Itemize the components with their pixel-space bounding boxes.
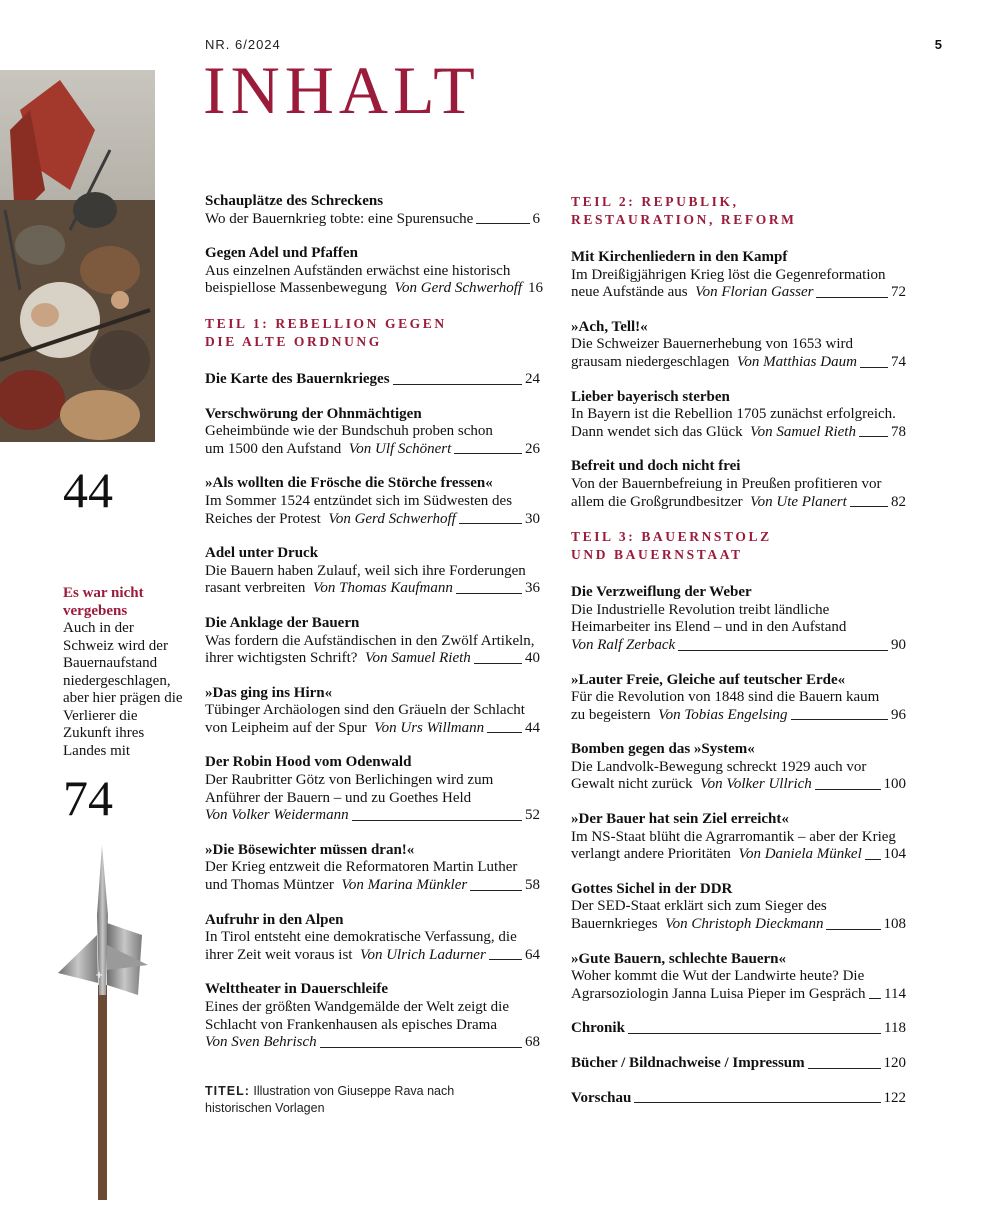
page-title: INHALT: [203, 52, 480, 128]
toc-entry-page: 30: [525, 510, 540, 527]
toc-entry-teaser: Heimarbeiter ins Elend – und in den Aufstand: [571, 619, 847, 636]
leader-line: [634, 1102, 880, 1103]
toc-entry-teaser: ihrer Zeit weit voraus ist: [205, 946, 353, 963]
toc-entry-page: 68: [525, 1034, 540, 1051]
toc-entry-teaser: Eines der größten Wandgemälde der Welt zeigt die: [205, 999, 510, 1015]
cover-credit-label: TITEL:: [205, 1084, 250, 1098]
toc-entry-page: 72: [891, 284, 906, 301]
toc-entry-author: Von Ulf Schönert: [348, 440, 452, 457]
toc-entry[interactable]: [571, 811, 906, 864]
toc-entry-title: Die Karte des Bauernkrieges: [205, 370, 390, 387]
toc-entry-author: Von Florian Gasser: [695, 284, 814, 301]
issue-number: NR. 6/2024: [205, 37, 281, 52]
toc-entry-title: Verschwörung der Ohnmächtigen: [205, 405, 422, 422]
toc-entry-page: 120: [883, 1055, 906, 1071]
toc-entry-teaser: In Tirol entsteht eine demokratische Verfassung, die: [205, 929, 517, 946]
toc-entry-title: Adel unter Druck: [205, 545, 319, 562]
toc-entry-teaser: Im Sommer 1524 entzündet sich im Südwesten des: [205, 492, 513, 509]
feature-page-number-44: 44: [63, 462, 113, 518]
toc-entry[interactable]: [571, 881, 906, 934]
toc-entry[interactable]: [571, 249, 906, 302]
toc-entry[interactable]: [571, 389, 906, 442]
toc-entry-page: 104: [883, 846, 906, 863]
leader-line: [320, 1047, 522, 1048]
toc-entry-author: Von Christoph Dieckmann: [665, 916, 824, 933]
toc-entry-title: Bücher / Bildnachweise / Impressum: [571, 1055, 805, 1071]
toc-entry-teaser: Die Landvolk-Bewegung schreckt 1929 auch vor: [571, 758, 867, 775]
toc-entry-title: »Das ging ins Hirn«: [205, 684, 333, 701]
leader-line: [487, 732, 522, 733]
toc-entry-teaser: Woher kommt die Wut der Landwirte heute? Die: [571, 968, 865, 985]
leader-line: [393, 384, 522, 385]
toc-entry-teaser: Die Bauern haben Zulauf, weil sich ihre Forderungen: [205, 562, 526, 579]
toc-entry-page: 40: [525, 650, 540, 667]
toc-entry-author: Von Samuel Rieth: [750, 423, 856, 440]
toc-entry-teaser: Im Dreißigjährigen Krieg löst die Gegenreformation: [571, 266, 886, 283]
toc-entry[interactable]: [571, 951, 906, 1004]
toc-entry-title: »Als wollten die Frösche die Störche fressen«: [205, 475, 493, 492]
toc-entry-page: 122: [883, 1089, 906, 1106]
leader-line: [791, 719, 888, 720]
toc-entry-title: Bomben gegen das »System«: [571, 741, 755, 758]
toc-entry[interactable]: [205, 545, 540, 598]
toc-entry-page: 108: [883, 916, 906, 933]
toc-entry-teaser: Anführer der Bauern – und zu Goethes Held: [205, 789, 472, 806]
toc-entry-page: 44: [525, 719, 540, 736]
toc-entry[interactable]: [205, 406, 540, 459]
toc-entry-teaser: Schlacht von Frankenhausen als episches Drama: [205, 1016, 497, 1033]
toc-entry-teaser: Bauernkrieges: [571, 916, 658, 933]
toc-entry-title: »Lauter Freie, Gleiche auf teutscher Erde«: [571, 671, 846, 688]
toc-entry-title: Aufruhr in den Alpen: [205, 911, 344, 928]
toc-entry-author: Von Ulrich Ladurner: [359, 946, 486, 963]
toc-entry-title: Gottes Sichel in der DDR: [571, 880, 733, 897]
feature-caption-text: Auch in der Schweiz wird der Bauernaufstand niedergeschlagen, aber hier prägen die Verlierer die Zukunft ihres Landes mit: [63, 620, 183, 759]
feature-page-number-74: 74: [63, 770, 113, 826]
toc-right-column: [571, 193, 906, 1124]
leader-line: [628, 1033, 881, 1034]
section-heading-teil-1: [205, 315, 540, 351]
toc-entry[interactable]: [205, 981, 540, 1051]
toc-entry-title: Schauplätze des Schreckens: [205, 193, 384, 209]
toc-entry-author: Von Samuel Rieth: [364, 650, 471, 667]
leader-line: [456, 593, 522, 594]
toc-entry[interactable]: [205, 912, 540, 965]
toc-entry-teaser: beispiellose Massenbewegung: [205, 280, 388, 297]
toc-entry-teaser: neue Aufstände aus: [571, 284, 688, 301]
leader-line: [815, 789, 881, 790]
leader-line: [678, 650, 888, 651]
feature-caption: [63, 585, 188, 760]
toc-entry-title: Gegen Adel und Pfaffen: [205, 245, 358, 262]
toc-entry[interactable]: [205, 842, 540, 895]
svg-text:+: +: [95, 970, 104, 981]
toc-entry-teaser: ihrer wichtigsten Schrift?: [205, 650, 358, 667]
toc-entry-teaser: um 1500 den Aufstand: [205, 440, 342, 457]
toc-entry-title: Lieber bayerisch sterben: [571, 388, 730, 405]
toc-entry-teaser: zu begeistern: [571, 706, 651, 723]
toc-entry-author: Von Tobias Engelsing: [658, 706, 788, 723]
leader-line: [489, 959, 522, 960]
toc-entry-teaser: und Thomas Müntzer: [205, 877, 334, 894]
toc-entry[interactable]: [205, 371, 540, 389]
toc-entry-teaser: Dann wendet sich das Glück: [571, 423, 743, 440]
leader-line: [859, 436, 888, 437]
toc-entry-teaser: Geheimbünde wie der Bundschuh proben schon: [205, 423, 493, 440]
halberd-image[interactable]: [50, 845, 160, 1200]
toc-entry[interactable]: [205, 754, 540, 824]
cover-credit: [205, 1083, 505, 1117]
toc-entry-teaser: verlangt andere Prioritäten: [571, 846, 731, 863]
toc-entry[interactable]: [571, 319, 906, 372]
toc-entry-teaser: grausam niedergeschlagen: [571, 353, 730, 370]
section-heading-line: UND BAUERNSTAAT: [571, 547, 743, 563]
toc-entry-teaser: rasant verbreiten: [205, 580, 306, 597]
toc-entry-teaser: Reiches der Protest: [205, 510, 321, 527]
section-heading-line: TEIL 2: REPUBLIK,: [571, 194, 739, 209]
toc-entry-page: 100: [883, 776, 906, 793]
toc-entry-teaser: Die Industrielle Revolution treibt ländliche: [571, 601, 830, 618]
toc-entry-author: Von Thomas Kaufmann: [312, 580, 453, 597]
toc-entry[interactable]: [571, 458, 906, 511]
toc-entry-title: Die Verzweiflung der Weber: [571, 584, 752, 601]
leader-line: [865, 859, 881, 860]
toc-entry[interactable]: [571, 584, 906, 654]
section-heading-line: TEIL 1: REBELLION GEGEN: [205, 315, 447, 331]
toc-entry-teaser: Der Raubritter Götz von Berlichingen wird zum: [205, 772, 494, 789]
toc-entry-page: 16: [528, 280, 544, 297]
toc-entry[interactable]: [571, 1055, 906, 1073]
toc-entry-author: Von Marina Münkler: [341, 877, 468, 894]
toc-entry-title: Welttheater in Dauerschleife: [205, 981, 389, 998]
toc-entry-page: 90: [891, 636, 906, 653]
toc-entry-page: 58: [525, 877, 540, 894]
battle-painting-image[interactable]: [0, 70, 155, 442]
toc-entry[interactable]: [205, 245, 544, 298]
toc-entry-author: Von Volker Weidermann: [205, 807, 349, 824]
toc-entry[interactable]: [205, 685, 540, 738]
toc-entry-page: 24: [525, 370, 540, 387]
toc-entry[interactable]: [205, 615, 540, 668]
toc-entry-teaser: Gewalt nicht zurück: [571, 776, 693, 793]
feature-caption-headline: Es war nicht vergebens: [63, 585, 144, 619]
section-heading-line: RESTAURATION, REFORM: [571, 212, 797, 227]
toc-entry-page: 26: [525, 440, 540, 457]
toc-entry-teaser: Aus einzelnen Aufständen erwächst eine historisch: [205, 262, 511, 279]
toc-entry-title: »Die Bösewichter müssen dran!«: [205, 841, 415, 858]
leader-line: [826, 929, 880, 930]
toc-entry-author: Von Ute Planert: [750, 493, 847, 510]
toc-entry-title: Chronik: [571, 1020, 625, 1037]
toc-entry-teaser: allem die Großgrundbesitzer: [571, 493, 743, 510]
toc-entry-title: Der Robin Hood vom Odenwald: [205, 754, 412, 771]
leader-line: [474, 663, 522, 664]
toc-entry-page: 52: [525, 807, 540, 824]
toc-entry-title: Mit Kirchenliedern in den Kampf: [571, 249, 788, 265]
toc-entry-teaser: Was fordern die Aufständischen in den Zwölf Artikeln,: [205, 632, 535, 649]
leader-line: [816, 297, 888, 298]
cover-credit-text: Illustration von Giuseppe Rava nach historischen Vorlagen: [205, 1084, 455, 1115]
toc-entry-teaser: Von der Bauernbefreiung in Preußen profitieren vor: [571, 475, 882, 492]
toc-entry-teaser: Der Krieg entzweit die Reformatoren Martin Luther: [205, 859, 518, 876]
toc-entry-title: Befreit und doch nicht frei: [571, 458, 741, 475]
toc-entry-author: Von Ralf Zerback: [571, 636, 676, 653]
toc-entry-teaser: Der SED-Staat erklärt sich zum Sieger des: [571, 898, 827, 915]
toc-entry-teaser: Für die Revolution von 1848 sind die Bauern kaum: [571, 689, 880, 706]
toc-entry[interactable]: [571, 1020, 906, 1038]
toc-entry-page: 36: [525, 580, 540, 597]
section-heading-line: DIE ALTE ORDNUNG: [205, 333, 382, 349]
section-heading-line: TEIL 3: BAUERNSTOLZ: [571, 529, 772, 545]
leader-line: [850, 506, 888, 507]
toc-entry[interactable]: [571, 741, 906, 794]
toc-entry-teaser: Wo der Bauernkrieg tobte: eine Spurensuche: [205, 210, 474, 227]
toc-entry-page: 74: [891, 353, 906, 370]
leader-line: [459, 523, 522, 524]
toc-entry[interactable]: [571, 1090, 906, 1108]
toc-entry-page: 114: [884, 985, 906, 1002]
leader-line: [476, 223, 529, 224]
toc-entry-author: Von Volker Ullrich: [700, 776, 812, 793]
leader-line: [454, 453, 522, 454]
toc-entry-page: 78: [891, 423, 906, 440]
toc-entry-author: Von Matthias Daum: [736, 353, 857, 370]
toc-entry-teaser: Die Schweizer Bauernerhebung von 1653 wird: [571, 336, 853, 353]
toc-entry-author: Von Gerd Schwerhoff: [328, 510, 456, 527]
toc-entry-page: 6: [532, 210, 540, 227]
leader-line: [470, 890, 522, 891]
toc-entry-author: Von Sven Behrisch: [205, 1034, 317, 1051]
toc-left-column: [205, 193, 544, 1069]
toc-entry-author: Von Daniela Münkel: [738, 846, 862, 863]
toc-entry-page: 82: [891, 493, 906, 510]
leader-line: [808, 1068, 881, 1069]
toc-entry-teaser: Tübinger Archäologen sind den Gräueln der Schlacht: [205, 702, 525, 719]
leader-line: [860, 367, 888, 368]
toc-entry[interactable]: [205, 193, 540, 228]
toc-entry-teaser: von Leipheim auf der Spur: [205, 719, 367, 736]
toc-entry-title: »Gute Bauern, schlechte Bauern«: [571, 950, 786, 967]
toc-entry-title: »Ach, Tell!«: [571, 318, 648, 335]
toc-entry-author: Von Urs Willmann: [374, 719, 485, 736]
section-heading-teil-3: [571, 528, 906, 564]
toc-entry-title: Die Anklage der Bauern: [205, 614, 360, 631]
toc-entry-title: Vorschau: [571, 1089, 632, 1106]
toc-entry-teaser: Agrarsoziologin Janna Luisa Pieper im Gespräch: [571, 985, 866, 1002]
toc-entry-page: 118: [884, 1020, 906, 1037]
leader-line: [869, 998, 882, 999]
toc-entry-page: 64: [525, 946, 540, 963]
toc-entry-author: Von Gerd Schwerhoff: [394, 280, 523, 297]
toc-entry[interactable]: [205, 475, 540, 528]
toc-entry-title: »Der Bauer hat sein Ziel erreicht«: [571, 811, 789, 828]
toc-entry-teaser: Im NS-Staat blüht die Agrarromantik – aber der Krieg: [571, 828, 896, 845]
toc-entry-page: 96: [891, 706, 906, 723]
toc-entry-teaser: In Bayern ist die Rebellion 1705 zunächst erfolgreich.: [571, 406, 896, 423]
leader-line: [352, 820, 522, 821]
section-heading-teil-2: [571, 193, 906, 229]
page-number: 5: [934, 37, 942, 52]
toc-entry[interactable]: [571, 672, 906, 725]
